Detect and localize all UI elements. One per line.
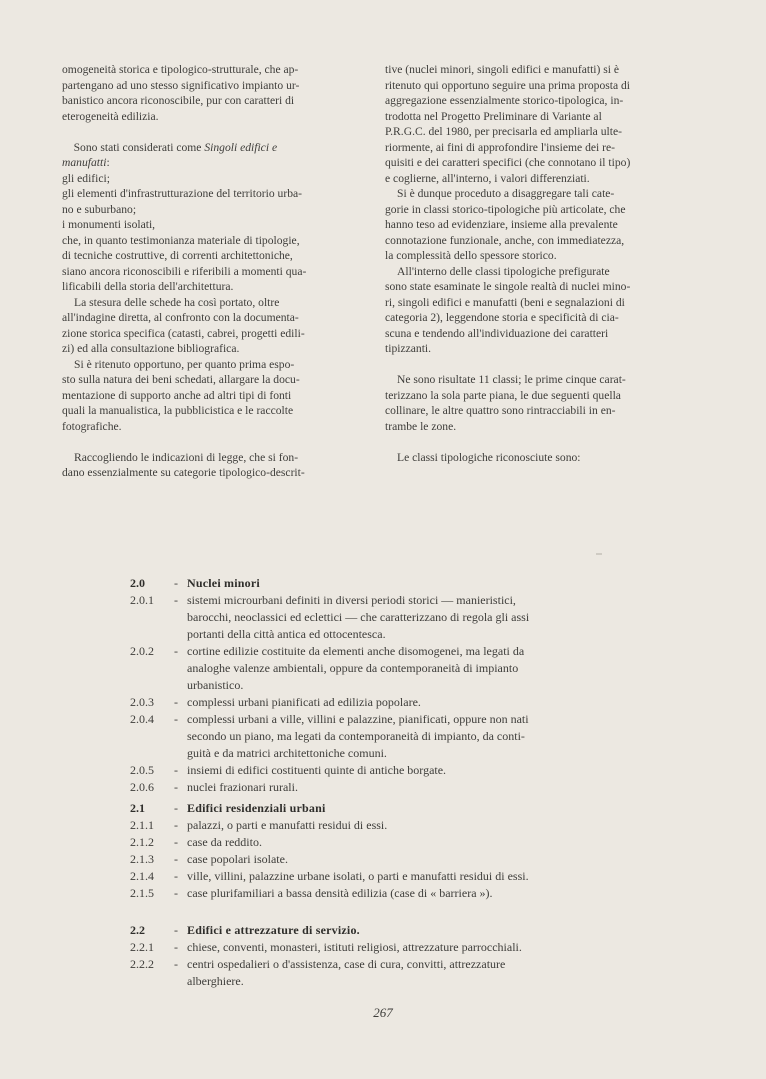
text-line: sto sulla natura dei beni schedati, allargare la docu-: [62, 373, 300, 386]
text-line: Raccogliendo le indicazioni di legge, che si fon-: [74, 450, 299, 464]
item-dash: -: [174, 576, 178, 590]
item-number: 2.0: [130, 576, 145, 590]
item-text: barocchi, neoclassici ed eclettici — che caratterizzano di regola gli assi: [187, 610, 530, 624]
text-line: la complessità dello spessore storico.: [385, 249, 557, 262]
item-text: ville, villini, palazzine urbane isolati, o parti e manufatti residui di essi.: [187, 869, 529, 883]
item-text: portanti della città antica ed ottocentesca.: [187, 627, 386, 641]
item-text: secondo un piano, ma legati da contemporaneità di impianto, da conti-: [187, 729, 525, 743]
text-line: no e suburbano;: [62, 202, 137, 216]
text-line: omogeneità storica e tipologico-strutturale, che ap-: [62, 63, 299, 76]
item-text: urbanistico.: [187, 678, 244, 692]
item-number: 2.0.1: [130, 593, 154, 607]
item-number: 2.2.1: [130, 940, 154, 954]
text-line: quali la manualistica, la pubblicistica e le raccolte: [62, 404, 294, 417]
list-item: [0, 626, 766, 643]
class-group-2-1: [0, 800, 766, 902]
item-text: case popolari isolate.: [187, 852, 288, 866]
text-line: terizzano la sola parte piana, le due seguenti quella: [385, 388, 621, 402]
item-dash: -: [174, 763, 178, 777]
item-text: Edifici e attrezzature di servizio.: [187, 923, 360, 937]
item-text: centri ospedalieri o d'assistenza, case di cura, convitti, attrezzature: [187, 957, 506, 971]
class-group-2-2: [0, 922, 766, 990]
text-line: [62, 140, 346, 156]
item-number: 2.0.3: [130, 695, 154, 709]
item-dash: -: [174, 886, 178, 900]
text-line: [62, 155, 346, 171]
text-line: Si è dunque proceduto a disaggregare tali cate-: [397, 187, 615, 200]
class-heading: [0, 800, 766, 817]
item-text: sistemi microurbani definiti in diversi periodi storici — manieristici,: [187, 593, 516, 607]
list-item: [0, 694, 766, 711]
list-item: [0, 609, 766, 626]
text-line: che, in quanto testimonianza materiale di tipologie,: [62, 233, 300, 247]
list-item: [0, 677, 766, 694]
item-dash: -: [174, 695, 178, 709]
item-dash: -: [174, 923, 178, 937]
list-item: [0, 868, 766, 885]
item-text: complessi urbani a ville, villini e palazzine, pianificati, oppure non nati: [187, 712, 529, 726]
item-dash: -: [174, 940, 178, 954]
item-number: 2.1.4: [130, 869, 154, 883]
text-line: i monumenti isolati,: [62, 218, 156, 231]
text-line: ritenuto qui opportuno seguire una prima proposta di: [385, 78, 631, 92]
list-item: [0, 643, 766, 660]
item-text: alberghiere.: [187, 974, 244, 988]
text-line: siano ancora riconoscibili e riferibili a momenti qua-: [62, 264, 307, 278]
item-dash: -: [174, 780, 178, 794]
item-text: palazzi, o parti e manufatti residui di essi.: [187, 818, 388, 832]
text-line: ri, singoli edifici e manufatti (beni e segnalazioni di: [385, 295, 625, 309]
text-line: all'indagine diretta, al confronto con la documenta-: [62, 311, 299, 324]
item-dash: -: [174, 593, 178, 607]
list-item: [0, 939, 766, 956]
text-line: gli edifici;: [62, 171, 110, 185]
list-item: [0, 973, 766, 990]
item-text: case plurifamiliari a bassa densità edilizia (case di « barriera »).: [187, 886, 493, 900]
list-item: [0, 817, 766, 834]
list-item: [0, 956, 766, 973]
text-line: P.R.G.C. del 1980, per precisarla ed ampliarla ulte-: [385, 125, 622, 138]
item-dash: -: [174, 835, 178, 849]
list-item: [0, 834, 766, 851]
text-line: mentazione di supporto anche ad altri tipi di fonti: [62, 388, 292, 402]
item-text: chiese, conventi, monasteri, istituti religiosi, attrezzature parrocchiali.: [187, 940, 522, 954]
text-line: trambe le zone.: [385, 419, 457, 433]
text-line: tipizzanti.: [385, 342, 432, 355]
item-number: 2.0.5: [130, 763, 154, 777]
list-item: [0, 762, 766, 779]
text-line: sono state esaminate le singole realtà di nuclei mino-: [385, 280, 631, 293]
text-fragment: Sono stati considerati come: [73, 140, 205, 154]
text-line: aggregazione essenzialmente storico-tipologica, in-: [385, 94, 624, 107]
text-line: scuna e tendendo all'individuazione dei caratteri: [385, 326, 609, 340]
item-text: cortine edilizie costituite da elementi anche disomogenei, ma legati da: [187, 644, 525, 658]
text-line: trodotta nel Progetto Preliminare di Variante al: [385, 109, 602, 123]
list-item: [0, 728, 766, 745]
text-line: Le classi tipologiche riconosciute sono:: [397, 450, 581, 464]
text-line: Ne sono risultate 11 classi; le prime cinque carat-: [397, 373, 626, 386]
text-line: riormente, ai fini di approfondire l'insieme dei re-: [385, 140, 616, 154]
right-column: [385, 62, 681, 465]
left-column: [62, 62, 346, 481]
text-line: tive (nuclei minori, singoli edifici e manufatti) si è: [385, 63, 620, 76]
text-line: hanno teso ad evidenziare, insieme alla prevalente: [385, 218, 618, 231]
page-number: 267: [373, 1005, 393, 1020]
item-number: 2.1.1: [130, 818, 154, 832]
item-dash: -: [174, 852, 178, 866]
text-line: collinare, le altre quattro sono rintracciabili in en-: [385, 404, 616, 417]
text-line: fotografiche.: [62, 419, 122, 433]
list-item: [0, 779, 766, 796]
item-dash: -: [174, 957, 178, 971]
text-line: partengano ad uno stesso significativo impianto ur-: [62, 78, 300, 92]
item-number: 2.2.2: [130, 957, 154, 971]
class-group-2-0: [0, 575, 766, 796]
text-line: banistico ancora riconoscibile, pur con caratteri di: [62, 94, 295, 107]
item-text: Edifici residenziali urbani: [187, 801, 326, 815]
text-line: Si è ritenuto opportuno, per quanto prima espo-: [74, 357, 295, 371]
text-line: gorie in classi storico-tipologiche più articolate, che: [385, 202, 626, 216]
text-line: La stesura delle schede ha così portato, oltre: [74, 295, 280, 309]
item-number: 2.1.5: [130, 886, 154, 900]
text-line: categoria 2), leggendone storia e specificità di cia-: [385, 311, 619, 324]
text-line: connotazione funzionale, anche, con immediatezza,: [385, 233, 625, 247]
text-line: All'interno delle classi tipologiche prefigurate: [397, 264, 610, 278]
text-line: zi) ed alla consultazione bibliografica.: [62, 342, 240, 355]
item-text: complessi urbani pianificati ad edilizia popolare.: [187, 695, 421, 709]
list-item: [0, 851, 766, 868]
item-text: guità e da matrici architettoniche comuni.: [187, 746, 387, 760]
item-number: 2.0.6: [130, 780, 154, 794]
item-number: 2.2: [130, 923, 145, 937]
text-line: e coglierne, all'interno, i valori differenziati.: [385, 171, 590, 185]
list-item: [0, 885, 766, 902]
item-number: 2.1: [130, 801, 145, 815]
item-text: case da reddito.: [187, 835, 262, 849]
item-number: 2.0.4: [130, 712, 154, 726]
text-line: quisiti e dei caratteri specifici (che connotano il tipo): [385, 156, 631, 169]
print-mark: [596, 553, 602, 555]
item-text: insiemi di edifici costituenti quinte di antiche borgate.: [187, 763, 447, 777]
item-dash: -: [174, 869, 178, 883]
item-text: analoghe valenze ambientali, oppure da contemporaneità di impianto: [187, 661, 519, 675]
text-fragment: :: [106, 156, 110, 169]
text-line: gli elementi d'infrastrutturazione del territorio urba-: [62, 187, 302, 200]
item-number: 2.1.3: [130, 852, 154, 866]
text-line: lificabili della storia dell'architettura.: [62, 280, 234, 293]
list-item: [0, 745, 766, 762]
class-heading: [0, 575, 766, 592]
text-line: zione storica specifica (catasti, cabrei, progetti edili-: [62, 326, 305, 340]
item-number: 2.0.2: [130, 644, 154, 658]
text-line: dano essenzialmente su categorie tipologico-descrit-: [62, 466, 305, 479]
item-text: nuclei frazionari rurali.: [187, 780, 298, 794]
text-line: eterogeneità edilizia.: [62, 109, 159, 123]
list-item: [0, 711, 766, 728]
item-dash: -: [174, 644, 178, 658]
list-item: [0, 660, 766, 677]
item-number: 2.1.2: [130, 835, 154, 849]
class-heading: [0, 922, 766, 939]
italic-term: Singoli edifici e: [204, 140, 278, 154]
text-line: di tecniche costruttive, di correnti architettoniche,: [62, 249, 293, 262]
italic-term: manufatti: [62, 156, 107, 169]
list-item: [0, 592, 766, 609]
item-dash: -: [174, 712, 178, 726]
item-dash: -: [174, 818, 178, 832]
item-text: Nuclei minori: [187, 576, 260, 590]
item-dash: -: [174, 801, 178, 815]
